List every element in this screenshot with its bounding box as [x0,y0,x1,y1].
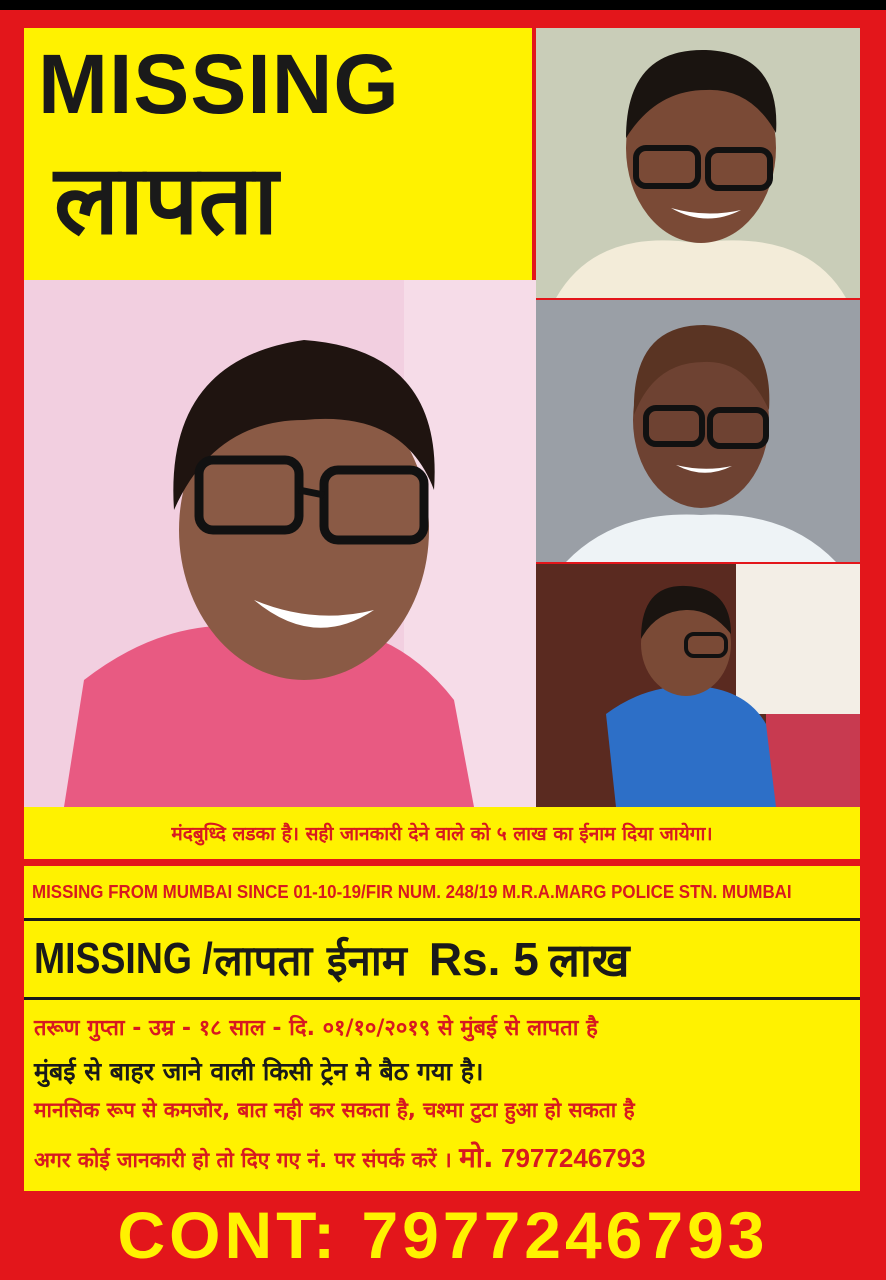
details-line-1: तरूण गुप्ता - उम्र - १८ साल - दि. ०१/१०/२०१९ से मुंबई से लापता है [34,1016,598,1041]
contact-footer [0,1200,886,1270]
title-english: MISSING [38,37,400,131]
photo-bottom-right [536,564,860,807]
details-line-4 [34,1138,646,1176]
details-line-4-text: अगर कोई जानकारी हो तो दिए गए नं. पर संपर्क करें । [34,1148,452,1172]
missing-poster [0,10,886,1280]
title-box [24,28,532,280]
reward-amount: Rs. 5 [428,933,539,985]
main-photo [24,280,536,807]
mobile-label: मो. [459,1141,494,1174]
reward-missing-label: MISSING / [34,934,213,983]
title-hindi: लापता [54,144,279,256]
missing-from-text: MISSING FROM MUMBAI SINCE 01-10-19/FIR NUM. 248/19 M.R.A.MARG POLICE STN. MUMBAI [32,882,792,902]
reward-notice-banner [24,807,860,859]
details-line-3: मानसिक रूप से कमजोर, बात नही कर सकता है, चश्मा टुटा हुआ हो सकता है [34,1098,635,1122]
details-line-2: मुंबई से बाहर जाने वाली किसी ट्रेन मे बैठ गया है। [34,1057,484,1086]
divider-line [24,859,860,866]
reward-lakh-label: लाख [548,933,630,987]
photo-middle-right [536,300,860,562]
reward-headline [24,918,860,1000]
reward-lapata-label: लापता ईनाम [214,935,407,985]
contact-number: CONT: 7977246793 [117,1198,769,1272]
mobile-number: 7977246793 [501,1143,646,1173]
details-block [24,866,860,1191]
reward-notice-text: मंदबुध्दि लडका है। सही जानकारी देने वाले को ५ लाख का ईनाम दिया जायेगा। [171,823,713,845]
photo-top-right [536,28,860,298]
